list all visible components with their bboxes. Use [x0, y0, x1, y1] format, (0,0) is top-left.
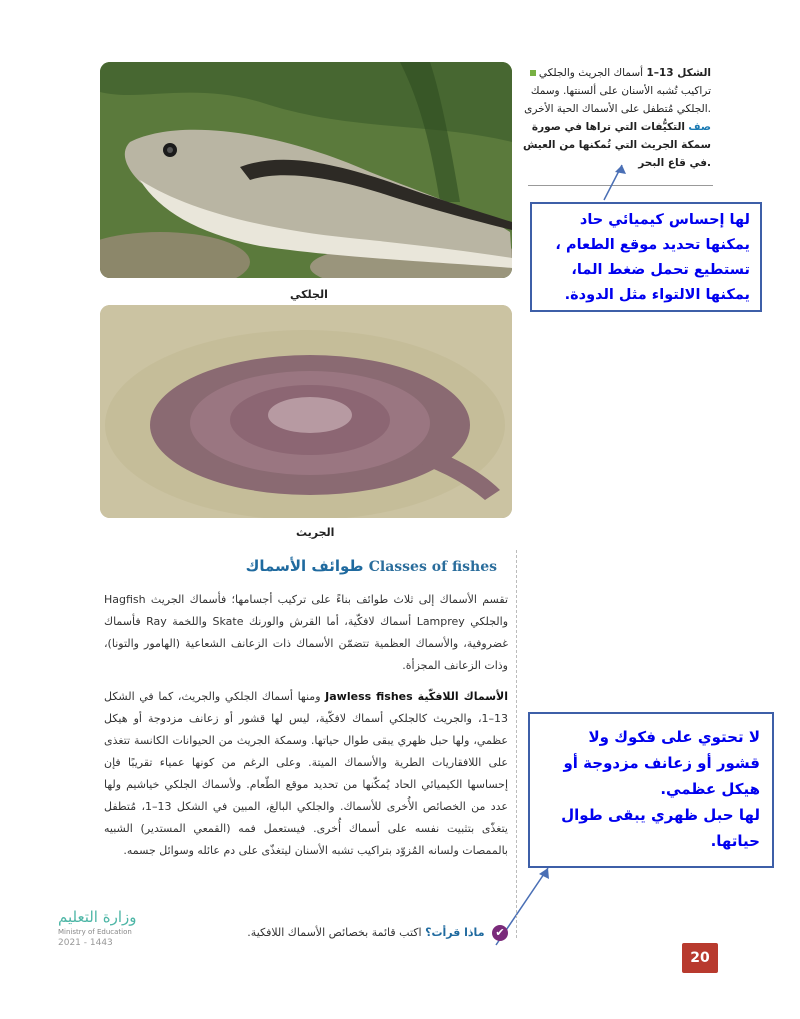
callout1-line: تستطيع تحمل ضغط الما، [571, 262, 750, 278]
paragraph-classes: تقسم الأسماك إلى ثلاث طوائف بناءً على تركيب أجسامها؛ فأسماك الجريث Hagfish والجلكي Lamprey أسماك لافكّية، أما القرش والورنك Skate واللخمة Ray فأسماك غضروفية، والأسماك العظمية تتضمّن الأسماك ذات الزعانف الشعاعية (الهامور والتونا)، وذات الزعانف المجزأة. [104, 593, 509, 672]
callout2-line: حياتها. [710, 832, 760, 850]
section-heading [205, 557, 511, 575]
reading-check-text: اكتب قائمة بخصائص الأسماك اللافكية. [247, 926, 422, 939]
checkmark-icon: ✔ [492, 925, 508, 941]
figure-question-label: صف [688, 121, 711, 133]
page-number: 20 [682, 943, 718, 973]
ministry-logo [58, 908, 168, 948]
ministry-name-en: Ministry of Education [58, 928, 132, 936]
callout2-line: قشور أو زعانف مزدوجة أو [563, 754, 760, 772]
callout1-line: يمكنها تحديد موقع الطعام ، [555, 237, 750, 253]
answer-callout-2 [528, 712, 774, 868]
callout2-line: لها حبل ظهري يبقى طوال [561, 806, 760, 824]
figure-caption-text: أسماك الجريث والجلكي تراكيب تُشبه الأسنان على ألسنتها. وسمك الجلكي مُتطفل على الأسماك الحية الأخرى. [524, 67, 711, 115]
section-title-ar: طوائف الأسماك [245, 557, 364, 575]
ministry-year: 2021 - 1443 [58, 938, 113, 948]
figure-caption-prefix: الشكل 13–1 [646, 67, 711, 79]
paragraph-body: ومنها أسماك الجلكي والجريث، كما في الشكل 13–1، والجريث كالجلكي أسماك لافكّية، ليس لها قشور أو زعانف مزدوجة أو هيكل عظمي، ولها حبل ظهري يبقى طوال حياتها. وسمكة الجريث من الحيوانات الكانسة تتغذى على اللافقاريات الطرية والأسماك الميتة. وعلى الرغم من كونها عمياء تقريبًا فإن إحساسها الكيميائي الحاد يُمكّنها من تحديد موقع الطّعام. ولأسماك الجلكي خياشيم ولها عدد من الخصائص الأُخرى للأسماك. والجلكي البالغ، المبين في الشكل 13–1، مُتطفل يتغذّى بتثبيت نفسه على أسماك أُخرى. فيستعمل فمه (القمعي المستدير) الشبيه بالممصات ولسانه المُزوّد بتراكيب تشبه الأسنان ليتغذّى على دم عائله وسوائل جسمه. [104, 690, 508, 857]
column-rule [516, 550, 517, 938]
reading-check [200, 925, 508, 941]
paragraph-lead: الأسماك اللافكّية Jawless fishes [325, 690, 508, 703]
callout2-line: هيكل عظمي. [660, 780, 760, 798]
ministry-name-ar: وزارة التعليم [58, 908, 137, 926]
photo2-caption: الجريث [296, 526, 335, 539]
section-title-en: Classes of fishes [368, 559, 497, 575]
callout2-line: لا تحتوي على فكوك ولا [588, 728, 760, 746]
photo1-caption: الجلكي [290, 288, 328, 301]
callout1-line: يمكنها الالتواء مثل الدودة. [564, 287, 750, 303]
reading-check-label: ماذا قرأت؟ [425, 926, 485, 939]
figure-question-text: التكيُّفات التي تراها في صورة سمكة الجريث التي تُمكنها من العيش في قاع البحر. [522, 121, 711, 169]
paragraph-jawless [104, 686, 508, 862]
callout1-line: لها إحساس كيميائي حاد [579, 212, 750, 228]
